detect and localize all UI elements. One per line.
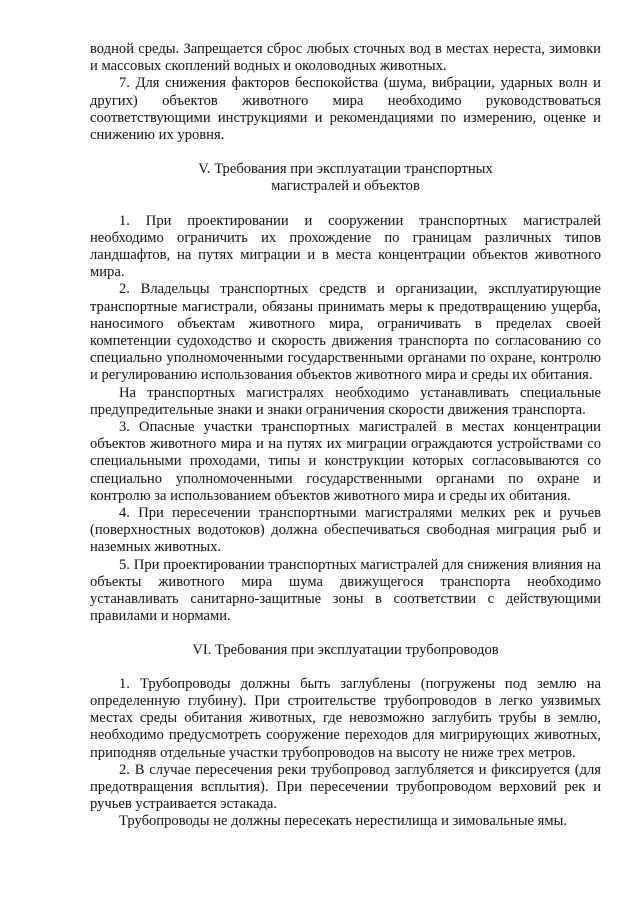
- spacer: [90, 196, 601, 213]
- section-6-title: VI. Требования при эксплуатации трубопроводов: [192, 641, 499, 658]
- section-6-paragraph-2: 2. В случае пересечения реки трубопровод заглубляется и фиксируется (для предотвращения всплытия). При пересечении трубопроводом верховий рек и ручьев устраивается эстакада.: [90, 761, 601, 813]
- spacer: [90, 144, 601, 161]
- paragraph-item-7: 7. Для снижения факторов беспокойства (шума, вибрации, ударных волн и других) объектов животного мира необходимо руководствоваться соответствующими инструкциями и рекомендациями по измерению, оценке и снижению их уровня.: [90, 75, 601, 144]
- section-5-paragraph-3: 3. Опасные участки транспортных магистралей в местах концентрации объектов животного мира и на путях их миграции ограждаются устройствами со специальными проходами, типы и конструкции которых согласовываются со специально уполномоченными государственными органами по охране и контролю за использованием объектов животного мира и среды их обитания.: [90, 419, 601, 504]
- section-5-title-line-1: V. Требования при эксплуатации транспортных: [198, 161, 493, 178]
- section-5-title-line-2: магистралей и объектов: [271, 178, 420, 195]
- section-5-paragraph-signs: На транспортных магистралях необходимо устанавливать специальные предупредительные знаки и знаки ограничения скорости движения транспорта.: [90, 384, 601, 418]
- section-5-paragraph-2: 2. Владельцы транспортных средств и организации, эксплуатирующие транспортные магистрали, обязаны принимать меры к предотвращению ущерба, наносимого объектам животного мира, ограничивать в пределах своей компетенции судоходство и скорость движения транспорта по согласованию со специально уполномоченными государственными органами по охране, контролю и регулированию использования объектов животного мира и среды их обитания.: [90, 281, 601, 384]
- section-6-paragraph-spawning: Трубопроводы не должны пересекать нерестилища и зимовальные ямы.: [119, 813, 568, 830]
- document-page: [90, 41, 601, 831]
- paragraph-continuation: водной среды. Запрещается сброс любых сточных вод в местах нереста, зимовки и массовых скоплений водных и околоводных животных.: [90, 41, 601, 75]
- section-5-paragraph-1: 1. При проектировании и сооружении транспортных магистралей необходимо ограничить их прохождение по границам различных типов ландшафтов, на путях миграции и в места концентрации объектов животного мира.: [90, 212, 601, 281]
- section-6-heading: [90, 642, 601, 659]
- section-6-paragraph-1: 1. Трубопроводы должны быть заглублены (погружены под землю на определенную глубину). При строительстве трубопроводов в легко уязвимых местах среды обитания животных, где невозможно заглубить трубы в землю, необходимо предусмотреть сооружение переходов для мигрирующих животных, приподняв отдельные участки трубопроводов на высоту не ниже трех метров.: [90, 675, 601, 761]
- section-5-paragraph-5: 5. При проектировании транспортных магистралей для снижения влияния на объекты животного мира шума движущегося транспорта необходимо устанавливать санитарно-защитные зоны в соответствии с действующими правилами и нормами.: [90, 556, 601, 625]
- section-5-heading: [90, 161, 601, 195]
- spacer: [90, 659, 601, 676]
- spacer: [90, 626, 601, 642]
- section-5-paragraph-4: 4. При пересечении транспортными магистралями мелких рек и ручьев (поверхностных водотоков) должна обеспечиваться свободная миграция рыб и наземных животных.: [90, 505, 601, 556]
